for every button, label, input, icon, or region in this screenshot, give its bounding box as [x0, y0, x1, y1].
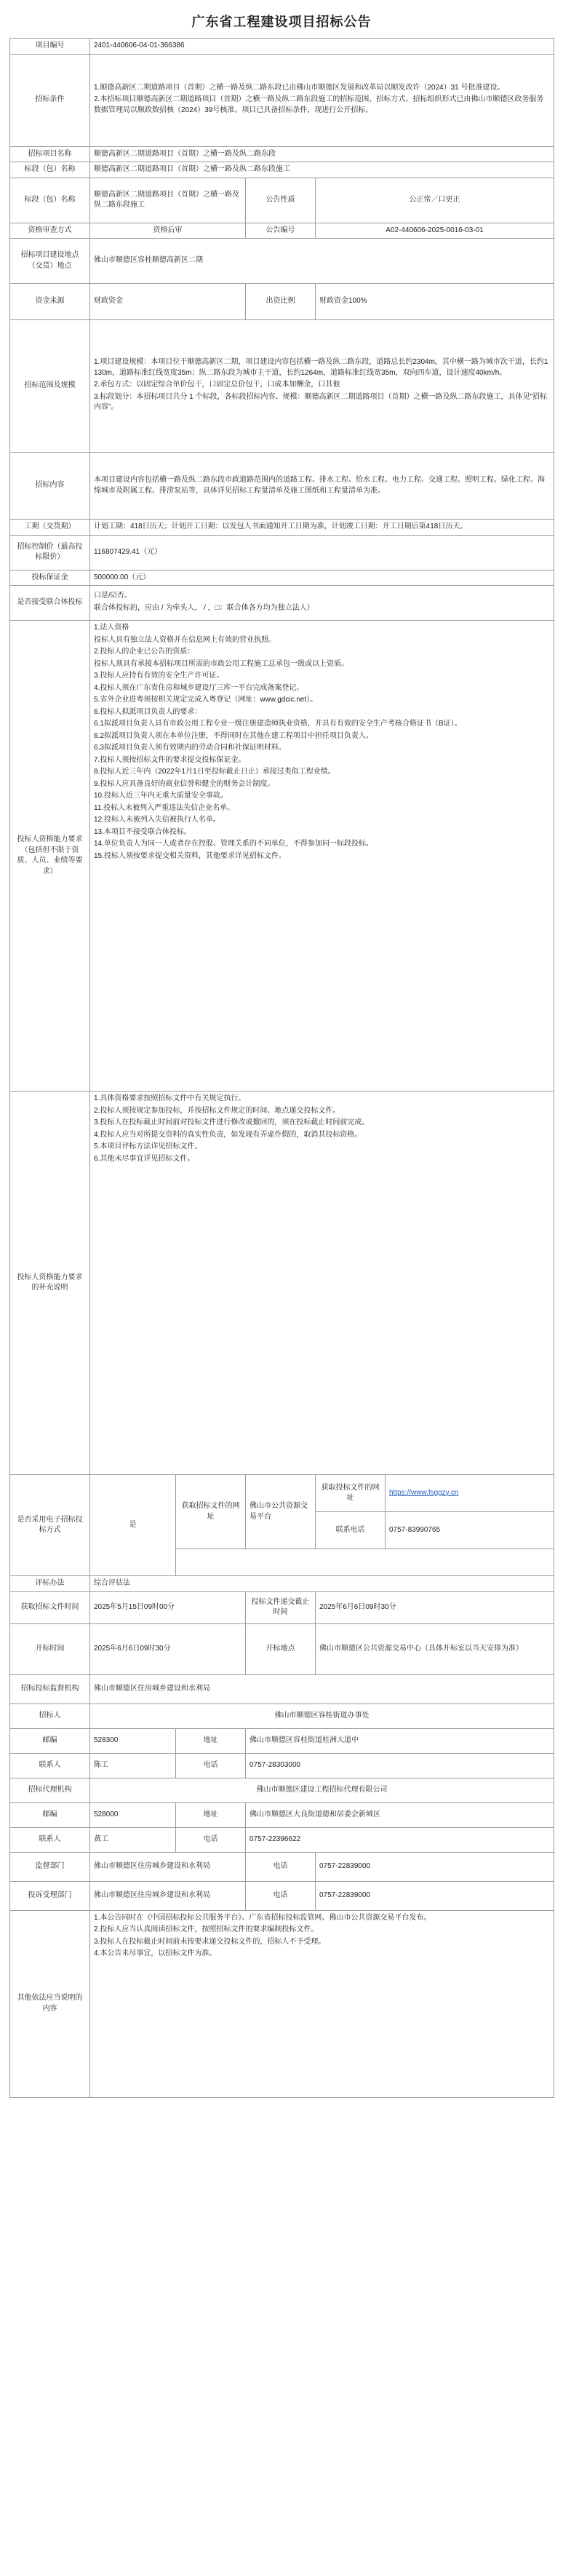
row-agency-contact — [10, 1827, 554, 1852]
requirement-item: 9.投标人应具备良好的商业信誉和健全的财务会计制度。 — [94, 779, 275, 788]
note-value — [90, 1910, 554, 2097]
scope-label: 招标范围及规模 — [10, 320, 90, 453]
bid-method-value: 综合评估法 — [90, 1576, 554, 1592]
row-project-code — [10, 39, 554, 55]
requirement-item: 6.3拟派项目负责人须有效期内的劳动合同和社保证明材料。 — [94, 744, 286, 752]
conditions-label: 招标条件 — [10, 54, 90, 146]
complaint-dept-tel: 0757-22839000 — [316, 1881, 554, 1910]
agency-tel: 0757-22396622 — [246, 1827, 554, 1852]
row-bid-time — [10, 1591, 554, 1623]
tenderer-tel-label: 电话 — [176, 1753, 246, 1778]
row-control-price — [10, 535, 554, 570]
row-complaint-2 — [10, 1881, 554, 1910]
row-section-name — [10, 162, 554, 178]
agency-tel-label: 电话 — [176, 1827, 246, 1852]
requirement-item: 15.投标人须按要求提交相关资料，其他要求详见招标文件。 — [94, 851, 286, 860]
agency-name: 佛山市顺德区建设工程招标代理有限公司 — [90, 1778, 554, 1802]
duration-value: 计划工期：418日历天；计划开工日期：以发包人书面通知开工日期为准，计划竣工日期：开工日期后第418日历天。 — [90, 520, 554, 536]
note-item: 3.投标人在投标截止时间前未按要求递交投标文件的，招标人不予受理。 — [94, 1937, 326, 1946]
requirement-item: 14.单位负责人为同一人或者存在控股、管理关系的不同单位，不得参加同一标段投标。 — [94, 840, 373, 848]
agency-address-label: 地址 — [176, 1802, 246, 1827]
tenderer-contact-label: 联系人 — [10, 1753, 90, 1778]
note-item: 1.本公告同时在《中国招标投标公共服务平台》、广东省招标投标监管网、佛山市公共资源交易平台发布。 — [94, 1913, 431, 1922]
get-doc-value: 佛山市公共资源交易平台 — [246, 1475, 316, 1549]
requirement-item: 8.投标人近三年内（2022年1月1日至投标截止日止）承接过类似工程业绩。 — [94, 768, 335, 776]
note-item: 2.投标人应当认真阅读招标文件，按照招标文件的要求编制投标文件。 — [94, 1925, 319, 1933]
requirement-item: 6.1拟派项目负责人具有市政公用工程专业一级注册建造师执业资格，并具有有效的安全生产考核合格证书（B证）。 — [94, 720, 462, 728]
consortium-value — [90, 586, 554, 621]
bond-value: 500000.00（元） — [90, 570, 554, 586]
complaint-tel-label: 电话 — [246, 1852, 316, 1881]
requirement-item: 7.投标人须按招标文件的要求提交投标保证金。 — [94, 755, 246, 764]
tenderer-address: 佛山市顺德区容桂街道桂洲大道中 — [246, 1728, 554, 1753]
electronic-spacer — [176, 1549, 554, 1576]
supervisor-label: 招标投标监督机构 — [10, 1674, 90, 1704]
other-req-item: 3.投标人在投标截止时间前对投标文件进行修改或撤回的，须在投标截止时间前完成。 — [94, 1118, 370, 1126]
complaint-dept-label: 投诉受理部门 — [10, 1881, 90, 1910]
scope-p3: 3.标段划分：本招标项目共分 1 个标段，各标段招标内容、规模：顺德高新区二期道路项目（首期）之横一路及纵二路东段施工，具体见"招标内容"。 — [94, 392, 548, 412]
consortium-line1: 口是/☑否。 — [94, 592, 132, 600]
control-price-label: 招标控制价（最高投标限价） — [10, 535, 90, 570]
open-place-value: 佛山市顺德区公共资源交易中心（具体开标室以当天安排为准） — [316, 1623, 554, 1674]
requirement-item: 1.法人资格 — [94, 624, 129, 632]
conditions-p2: 2.本招标项目顺德高新区二期道路项目（首期）之横一路及纵二路东段施工的招标范围，招标方式、招标组织形式已由佛山市顺德区政务服务数据管理局以顺政数招核（2024）39号核准。项目已具备招标条件，现进行公开招标。 — [94, 95, 544, 114]
bond-label: 投标保证金 — [10, 570, 90, 586]
phone-value: 0757-83990765 — [386, 1512, 554, 1549]
deadline-value: 2025年6月6日09时30分 — [316, 1591, 554, 1623]
notice-status-value: 公正常／口更正 — [316, 178, 554, 223]
get-url-label: 获取投标文件的网址 — [316, 1475, 386, 1512]
section-bid-label: 标段（包）名称 — [10, 178, 90, 223]
row-other-req — [10, 1092, 554, 1475]
funding-ratio-label: 出资比例 — [246, 284, 316, 320]
supervisor-value: 佛山市顺德区住房城乡建设和水利局 — [90, 1674, 554, 1704]
section-bid-value: 顺德高新区二期道路项目（首期）之横一路及纵二路东段施工 — [90, 178, 246, 223]
tenderer-tel: 0757-28303000 — [246, 1753, 554, 1778]
row-section-bid — [10, 178, 554, 223]
deadline-label: 投标文件递交截止时间 — [246, 1591, 316, 1623]
electronic-label: 是否采用电子招标投标方式 — [10, 1475, 90, 1576]
other-req-item: 5.本项目评标方法详见招标文件。 — [94, 1142, 202, 1150]
requirement-item: 3.投标人应持有有效的安全生产许可证。 — [94, 672, 224, 680]
row-open — [10, 1623, 554, 1674]
complaint-supervisor-label: 监督部门 — [10, 1852, 90, 1881]
agency-address: 佛山市顺德区大良街道德和居委会新城区 — [246, 1802, 554, 1827]
row-consortium — [10, 586, 554, 621]
requirements-value — [90, 621, 554, 1092]
complaint-supervisor-value: 佛山市顺德区住房城乡建设和水利局 — [90, 1852, 246, 1881]
tenderer-zip-label: 邮编 — [10, 1728, 90, 1753]
complaint-tel-value: 0757-22839000 — [316, 1852, 554, 1881]
requirements-label: 投标人资格能力要求（包括但不限于资质、人员、业绩等要求） — [10, 621, 90, 1092]
get-time-label: 获取招标文件时间 — [10, 1591, 90, 1623]
agency-zip: 528000 — [90, 1802, 176, 1827]
requirement-item: 12.投标人未被列入失信被执行人名单。 — [94, 816, 220, 824]
consortium-label: 是否接受联合体投标 — [10, 586, 90, 621]
announcement-table — [9, 38, 554, 2098]
section-name-label: 标段（包）名称 — [10, 162, 90, 178]
location-label: 招标项目建设地点（交货）地点 — [10, 239, 90, 284]
row-funding — [10, 284, 554, 320]
requirement-item: 4.投标人须在广东省住房和城乡建设厅三库一平台完成备案登记。 — [94, 683, 304, 692]
scope-p1: 1.项目建设规模：本项目位于顺德高新区二期，项目建设内容包括横一路及纵二路东段，道路总长约2304m，其中横一路为城市次干道，长约1130m，道路标准红线宽度35m；纵二路东段为城市主干道，长约1264m，道路标准红线宽35m，双向四车道，设计速度40km/h。 — [94, 358, 548, 377]
complaint-dept-value: 佛山市顺德区住房城乡建设和水利局 — [90, 1881, 246, 1910]
tenderer-name: 佛山市顺德区容桂街道办事处 — [90, 1704, 554, 1728]
page-title: 广东省工程建设项目招标公告 — [191, 15, 372, 29]
get-url-link[interactable]: https://www.fsggzy.cn — [386, 1475, 554, 1512]
requirement-item: 投标人须具有承接本招标项目所需的市政公用工程施工总承包一级或以上资质。 — [94, 659, 348, 668]
control-price-value: 116807429.41（元） — [90, 535, 554, 570]
notice-code-value: A02-440606-2025-0016-03-01 — [316, 223, 554, 239]
conditions-p1: 1.顺德高新区二期道路项目（首期）之横一路及纵二路东段已由佛山市顺德区发展和改革局以顺发改许（2024）31 号批准建设。 — [94, 83, 505, 92]
bid-method-label: 评标办法 — [10, 1576, 90, 1592]
get-doc-label: 获取招标文件的网址 — [176, 1475, 246, 1549]
other-req-value — [90, 1092, 554, 1475]
row-qualification — [10, 223, 554, 239]
notice-code-label: 公告编号 — [246, 223, 316, 239]
other-req-list — [94, 1094, 550, 1164]
qualification-method-value: 资格后审 — [90, 223, 246, 239]
row-tenderer-addr — [10, 1728, 554, 1753]
project-name-label: 招标项目名称 — [10, 146, 90, 162]
note-list — [94, 1913, 550, 1960]
row-note — [10, 1910, 554, 2097]
content-value: 本项目建设内容包括横一路及纵二路东段市政道路范围内的道路工程、排水工程、给水工程、电力工程、交通工程、照明工程、绿化工程、海绵城市及附属工程、排涝泵站等，具体详见招标工程量清单及施工图纸和工程量清单为准。 — [90, 453, 554, 520]
row-conditions — [10, 54, 554, 146]
row-bid-method — [10, 1576, 554, 1592]
scope-p2: 2.承包方式：以固定综合单价包干，口固定总价包干，口成本加酬金，口其他 — [94, 381, 340, 389]
location-value: 佛山市顺德区容桂顺德高新区二期 — [90, 239, 554, 284]
get-time-value: 2025年5月15日09时00分 — [90, 1591, 246, 1623]
row-tenderer-contact — [10, 1753, 554, 1778]
row-supervisor — [10, 1674, 554, 1704]
consortium-line2: 联合体投标的，应由 / 为牵头人， / ，□：联合体各方均为独立法人） — [94, 603, 314, 612]
duration-label: 工期（交货期） — [10, 520, 90, 536]
requirement-item: 2.投标人的企业已公告的资质： — [94, 648, 195, 656]
content-label: 招标内容 — [10, 453, 90, 520]
row-location — [10, 239, 554, 284]
requirement-item: 6.2拟派项目负责人须在本单位注册，不得同时在其他在建工程项目中担任项目负责人。 — [94, 731, 373, 740]
open-time-value: 2025年6月6日09时30分 — [90, 1623, 246, 1674]
funding-source-value: 财政资金 — [90, 284, 246, 320]
section-name-value: 顺德高新区二期道路项目（首期）之横一路及纵二路东段施工 — [90, 162, 554, 178]
row-content — [10, 453, 554, 520]
requirement-item: 6.投标人拟派项目负责人的要求： — [94, 707, 202, 716]
other-req-item: 4.投标人应当对所提交资料的真实性负责，如发现有弄虚作假的，取消其投标资格。 — [94, 1130, 362, 1139]
row-scope — [10, 320, 554, 453]
row-agency-addr — [10, 1802, 554, 1827]
row-bond — [10, 570, 554, 586]
tenderer-zip: 528300 — [90, 1728, 176, 1753]
requirement-item: 11.投标人未被列入严重违法失信企业名单。 — [94, 803, 235, 812]
requirement-item: 投标人具有独立法人资格并在信息网上有效的营业执照。 — [94, 635, 276, 644]
complaint-dept-tel-label: 电话 — [246, 1881, 316, 1910]
other-req-item: 1.具体资格要求按照招标文件中有关规定执行。 — [94, 1094, 246, 1102]
row-electronic — [10, 1475, 554, 1512]
funding-ratio-value: 财政资金100% — [316, 284, 554, 320]
funding-source-label: 资金来源 — [10, 284, 90, 320]
row-requirements — [10, 621, 554, 1092]
project-name-value: 顺德高新区二期道路项目（首期）之横一路及纵二路东段 — [90, 146, 554, 162]
notice-status-label: 公告性质 — [246, 178, 316, 223]
agency-label: 招标代理机构 — [10, 1778, 90, 1802]
tenderer-contact: 陈工 — [90, 1753, 176, 1778]
electronic-value: 是 — [90, 1475, 176, 1576]
open-place-label: 开标地点 — [246, 1623, 316, 1674]
agency-contact: 黄工 — [90, 1827, 176, 1852]
row-duration — [10, 520, 554, 536]
note-label: 其他依法应当说明的内容 — [10, 1910, 90, 2097]
requirement-item: 5.省外企业进粤须按相关规定完成入粤登记（网址：www.gdcic.net）。 — [94, 696, 318, 704]
qualification-method-label: 资格审查方式 — [10, 223, 90, 239]
requirements-list — [94, 623, 550, 862]
other-req-item: 2.投标人须按规定参加投标，并按招标文件规定的时间、地点递交投标文件。 — [94, 1106, 340, 1115]
agency-contact-label: 联系人 — [10, 1827, 90, 1852]
project-code-label: 项目编号 — [10, 39, 90, 55]
requirement-item: 13.本项目不接受联合体投标。 — [94, 827, 191, 836]
scope-value — [90, 320, 554, 453]
agency-zip-label: 邮编 — [10, 1802, 90, 1827]
conditions-value — [90, 54, 554, 146]
tenderer-address-label: 地址 — [176, 1728, 246, 1753]
note-item: 4.本公告未尽事宜，以招标文件为准。 — [94, 1949, 217, 1957]
other-req-item: 6.其他未尽事宜详见招标文件。 — [94, 1154, 195, 1163]
row-project-name — [10, 146, 554, 162]
phone-label: 联系电话 — [316, 1512, 386, 1549]
row-tenderer — [10, 1704, 554, 1728]
project-code-value: 2401-440606-04-01-366386 — [90, 39, 554, 55]
row-complaint-1 — [10, 1852, 554, 1881]
open-time-label: 开标时间 — [10, 1623, 90, 1674]
other-req-label: 投标人资格能力要求的补充说明 — [10, 1092, 90, 1475]
row-agency — [10, 1778, 554, 1802]
requirement-item: 10.投标人近三年内无重大质量安全事故。 — [94, 792, 228, 800]
tenderer-label: 招标人 — [10, 1704, 90, 1728]
